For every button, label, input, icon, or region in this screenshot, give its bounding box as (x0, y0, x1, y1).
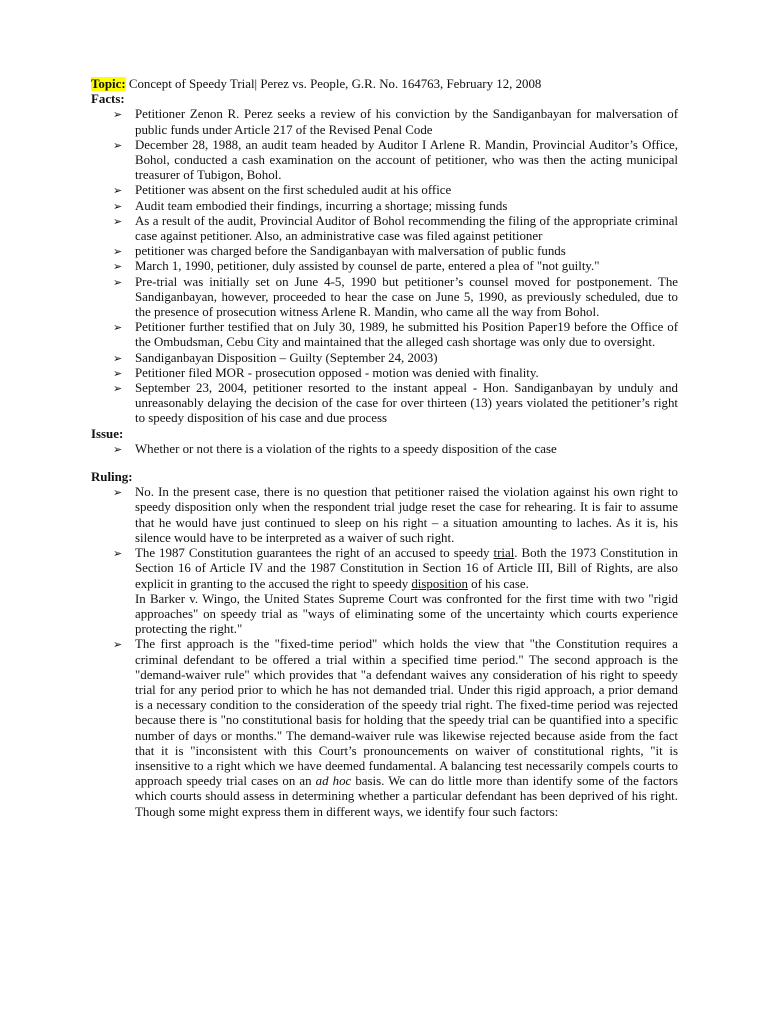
facts-item: ➢ petitioner was charged before the Sandiganbayan with malversation of public funds (135, 244, 678, 259)
facts-item: ➢ September 23, 2004, petitioner resorted to the instant appeal - Hon. Sandiganbayan by unduly and unreasonably delaying the decision of the case for over thirteen (13) years violated the petitioner’s right to speedy disposition of his case and due process (135, 381, 678, 427)
ruling-text: of his case. (467, 576, 529, 591)
ruling-list (91, 485, 678, 819)
trial-link[interactable]: trial (493, 546, 515, 561)
disposition-link[interactable]: disposition (411, 576, 468, 591)
issue-heading: Issue: (91, 426, 124, 441)
facts-item: ➢ December 28, 1988, an audit team headed by Auditor I Arlene R. Mandin, Provincial Auditor’s Office, Bohol, conducted a cash examination on the account of petitioner, who was then the acting municipal treasurer of Tubigon, Bohol. (135, 138, 678, 184)
facts-item: ➢ Sandiganbayan Disposition – Guilty (September 24, 2003) (135, 351, 678, 366)
facts-item: ➢ March 1, 1990, petitioner, duly assisted by counsel de parte, entered a plea of "not guilty." (135, 259, 678, 274)
ruling-item: ➢ No. In the present case, there is no question that petitioner raised the violation against his own right to speedy disposition only when the respondent trial judge reset the case for rehearing. It is fair to assume that he would have just continued to sleep on his right – a situation amounting to laches. As it is, his silence would have to be interpreted as a waiver of such right. (135, 485, 678, 546)
topic-line (91, 77, 678, 92)
facts-heading: Facts: (91, 92, 125, 107)
facts-item: ➢ Petitioner was absent on the first scheduled audit at his office (135, 183, 678, 198)
italic-term: ad hoc (315, 774, 352, 789)
topic-text: Concept of Speedy Trial| Perez vs. People, G.R. No. 164763, February 12, 2008 (125, 77, 542, 91)
facts-list (91, 107, 678, 426)
facts-item: ➢ Pre-trial was initially set on June 4-5, 1990 but petitioner’s counsel moved for postponement. The Sandiganbayan, however, proceeded to hear the case on June 5, 1990, as previously scheduled, due to the presence of prosecution witness Arlene R. Mandin, who came all the way from Bohol. (135, 275, 678, 321)
facts-item: ➢ Petitioner Zenon R. Perez seeks a review of his conviction by the Sandiganbayan for malversation of public funds under Article 217 of the Revised Penal Code (135, 107, 678, 137)
issue-list (91, 442, 678, 457)
ruling-text: The 1987 Constitution guarantees the right of an accused to speedy (135, 546, 494, 561)
ruling-text: . Both the 1973 Constitution in Section 16 of Article IV and the 1987 Constitution in Section 16 of Article III, Bill of Rights, are also explicit in granting to the accused the right to speedy (135, 546, 678, 591)
topic-label: Topic: (91, 77, 126, 91)
ruling-text: basis. We can do little more than identify some of the factors which courts should assess in determining whether a particular defendant has been deprived of his right. Though some might express them in different ways, we identify four such factors: (135, 774, 678, 819)
ruling-item (135, 637, 678, 819)
barker-paragraph: In Barker v. Wingo, the United States Supreme Court was confronted for the first time with two "rigid approaches" on speedy trial as "ways of eliminating some of the uncertainty which courts experience protecting the right." (135, 591, 678, 637)
spacer (91, 457, 678, 470)
ruling-text: The first approach is the "fixed-time period" which holds the view that "the Constitution requires a criminal defendant to be offered a trial within a specified time period." The second approach is the "demand-waiver rule" which provides that "a defendant waives any consideration of his right to speedy trial for any period prior to which he has not demanded trial. Under this rigid approach, a prior demand is a necessary condition to the consideration of the speedy trial right. The fixed-time period was rejected because there is "no constitutional basis for holding that the speedy trial can be quantified into a specific number of days or months." The demand-waiver rule was likewise rejected because aside from the fact that it is "inconsistent with this Court’s pronouncements on waiver of constitutional rights, "it is insensitive to a right which we have deemed fundamental. A balancing test necessarily compels courts to approach speedy trial cases on an (135, 637, 678, 789)
ruling-item (135, 546, 678, 637)
issue-item: ➢ Whether or not there is a violation of the rights to a speedy disposition of the case (135, 442, 678, 457)
facts-item: ➢ Petitioner further testified that on July 30, 1989, he submitted his Position Paper19 before the Office of the Ombudsman, Cebu City and maintained that the alleged cash shortage was only due to oversight. (135, 320, 678, 350)
facts-item: ➢ As a result of the audit, Provincial Auditor of Bohol recommending the filing of the appropriate criminal case against petitioner. Also, an administrative case was filed against petitioner (135, 214, 678, 244)
facts-item: ➢ Audit team embodied their findings, incurring a shortage; missing funds (135, 199, 678, 214)
ruling-heading: Ruling: (91, 470, 133, 485)
facts-item: ➢ Petitioner filed MOR - prosecution opposed - motion was denied with finality. (135, 366, 678, 381)
